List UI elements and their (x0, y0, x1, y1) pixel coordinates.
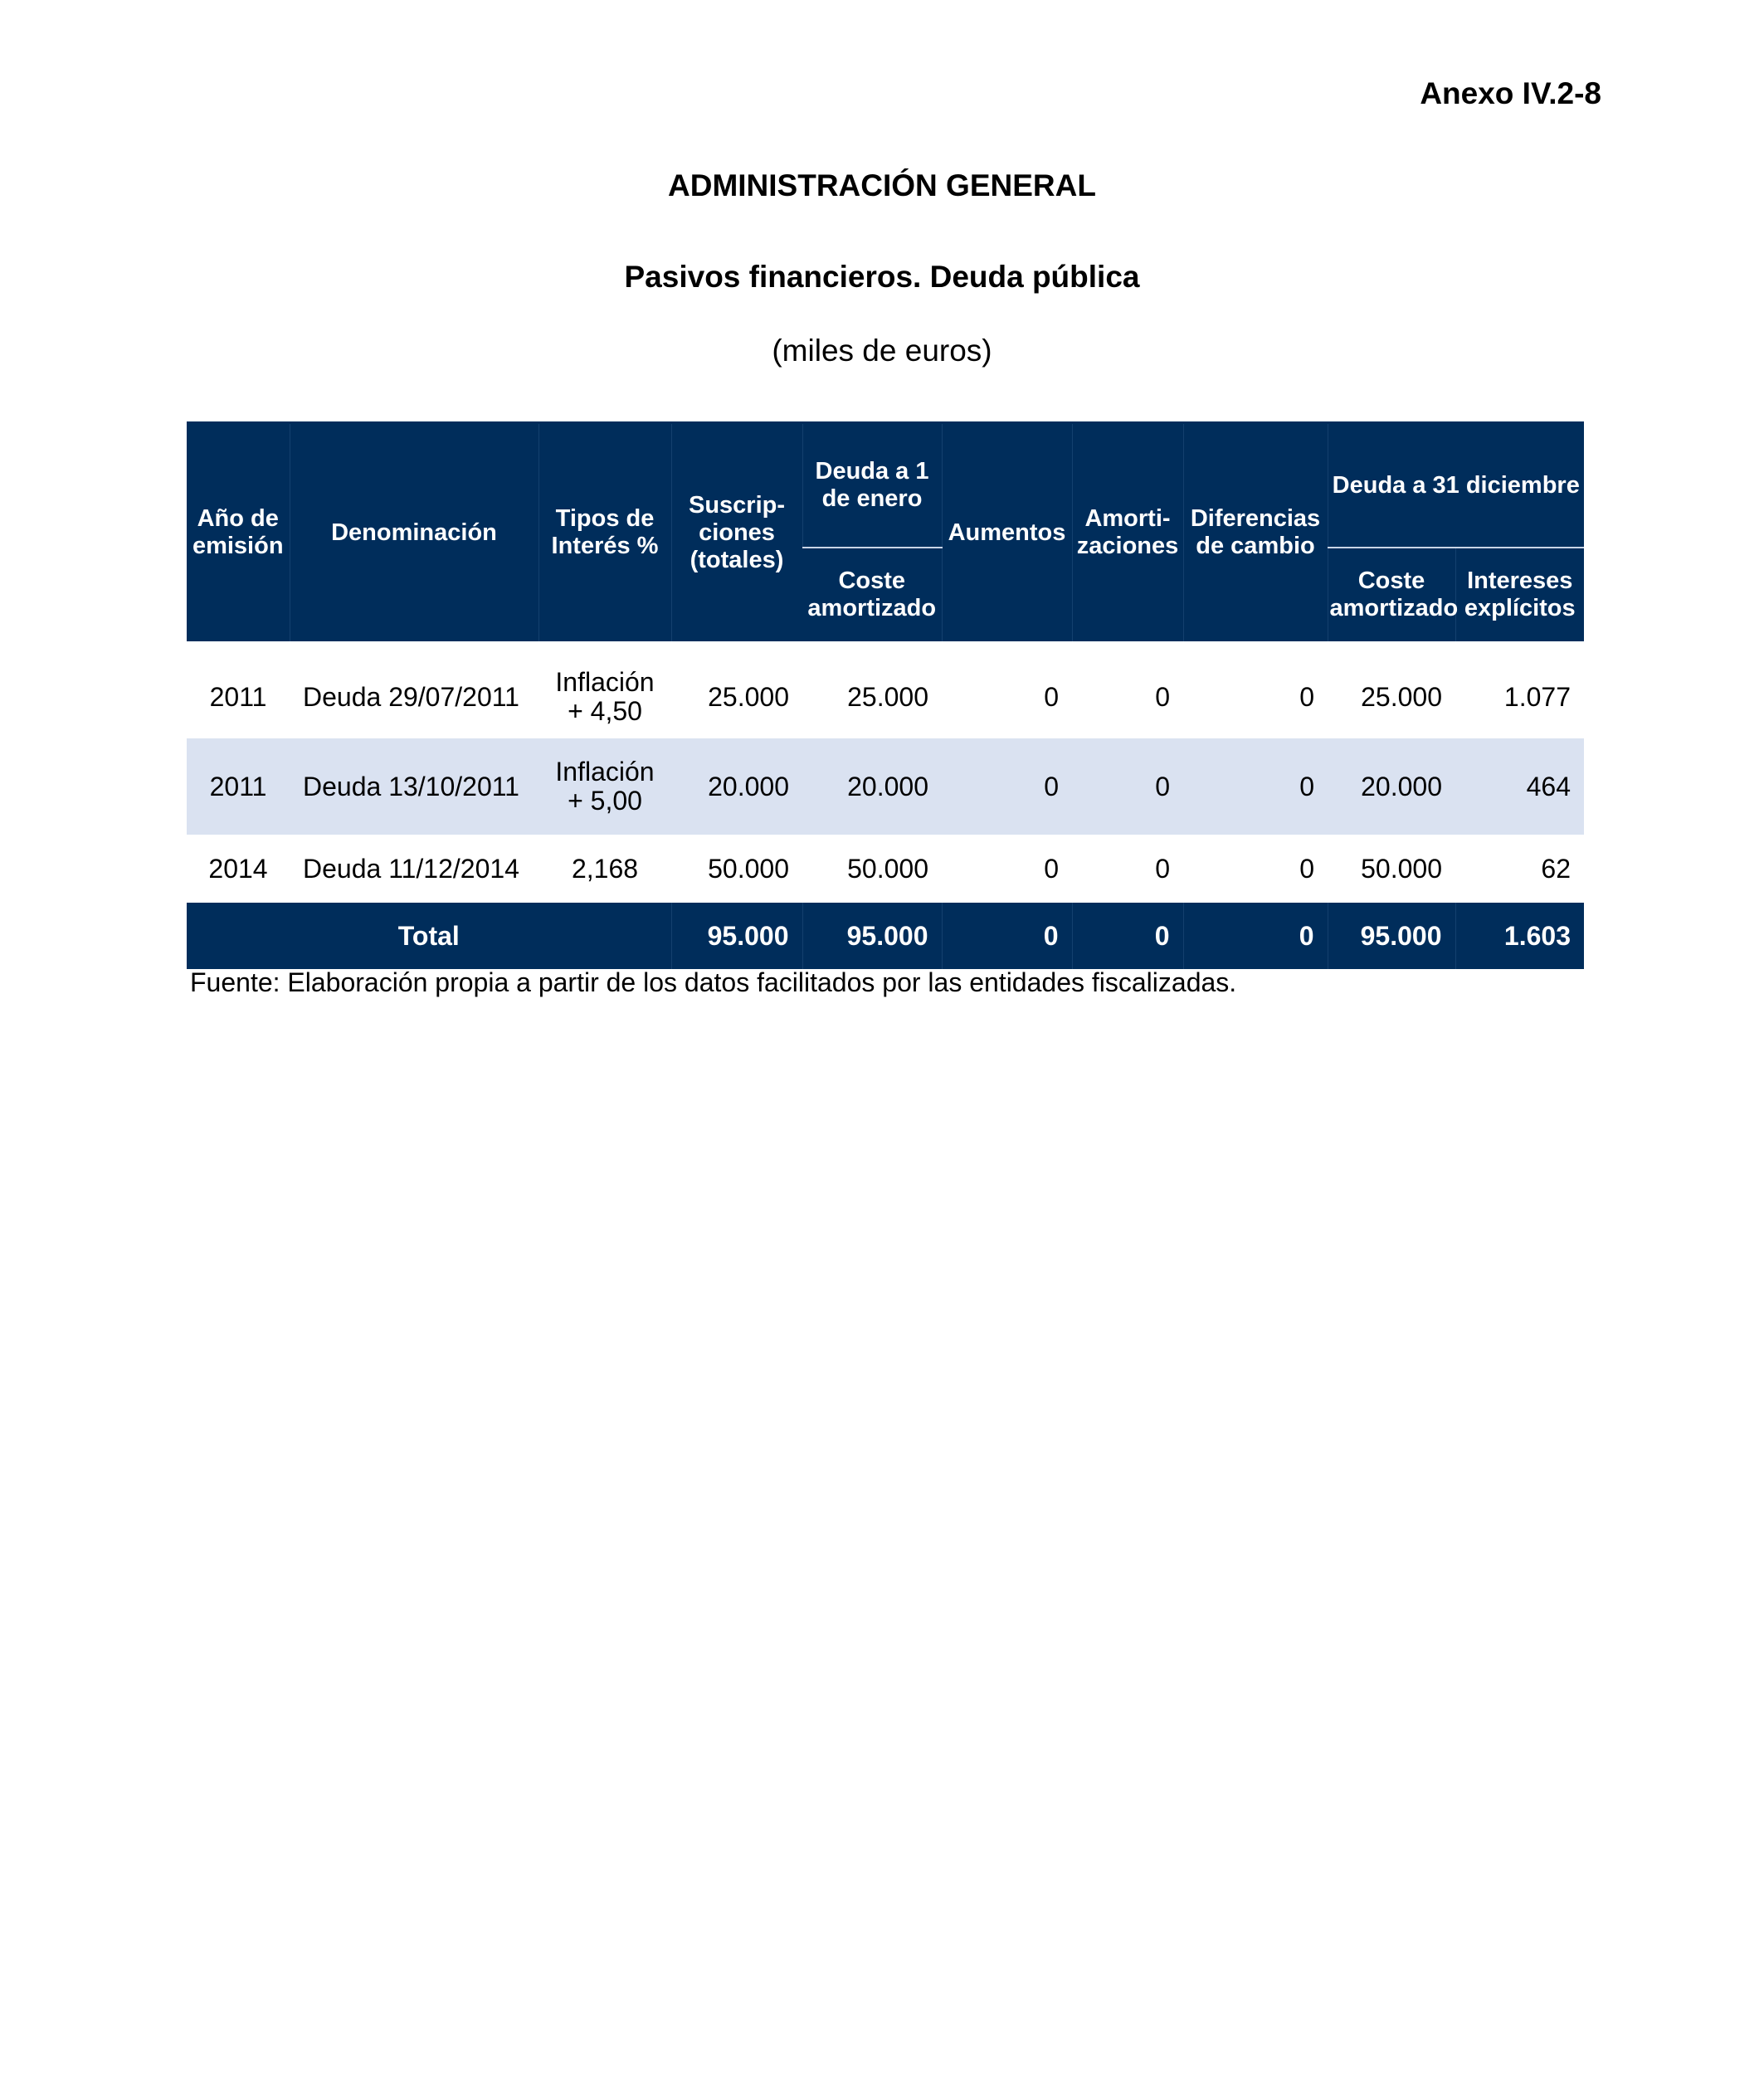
cell-interest: 464 (1455, 738, 1584, 835)
cell-subscriptions: 50.000 (708, 853, 789, 884)
cell-dec-cost: 20.000 (1328, 738, 1455, 835)
table-title: Pasivos financieros. Deuda pública (624, 260, 1140, 294)
cell-increases: 0 (1044, 681, 1059, 712)
table-row (187, 655, 1584, 738)
total-jan-cost: 95.000 (802, 903, 942, 969)
cell-dec-cost: 50.000 (1361, 853, 1442, 884)
cell-name: Deuda 13/10/2011 (290, 738, 538, 835)
cell-rate: Inflación + 5,00 (538, 738, 671, 835)
cell-amortizations: 0 (1072, 738, 1183, 835)
cell-name: Deuda 29/07/2011 (303, 681, 519, 712)
total-dec-cost: 95.000 (1328, 903, 1455, 969)
cell-fx-diff: 0 (1183, 738, 1328, 835)
cell-fx-diff: 0 (1299, 853, 1314, 884)
cell-jan-cost: 20.000 (802, 738, 942, 835)
cell-year: 2014 (208, 853, 268, 884)
cell-name: Deuda 11/12/2014 (303, 853, 519, 884)
cell-rate: Inflación + 4,50 (555, 667, 655, 726)
cell-jan-cost: 50.000 (847, 853, 928, 884)
header-amortizations: Amorti- zaciones (1072, 423, 1183, 642)
annex-label: Anexo IV.2-8 (1420, 76, 1601, 110)
header-interest: Intereses explícitos (1455, 548, 1584, 641)
header-increases: Aumentos (942, 423, 1072, 642)
cell-subscriptions: 25.000 (708, 681, 789, 712)
total-amortizations: 0 (1072, 903, 1183, 969)
total-increases: 0 (942, 903, 1072, 969)
table-row (187, 738, 1584, 835)
header-jan-group: Deuda a 1 de enero (802, 423, 942, 548)
cell-subscriptions: 20.000 (671, 738, 802, 835)
cell-increases: 0 (1044, 853, 1059, 884)
table-row (187, 835, 1584, 903)
cell-interest: 62 (1541, 853, 1571, 884)
header-rate: Tipos de Interés % (538, 423, 671, 642)
cell-amortizations: 0 (1155, 681, 1170, 712)
public-debt-table (187, 421, 1584, 969)
cell-dec-cost: 25.000 (1361, 681, 1442, 712)
cell-rate: 2,168 (571, 853, 639, 884)
header-fx-diff: Diferencias de cambio (1183, 423, 1328, 642)
cell-increases: 0 (942, 738, 1072, 835)
cell-jan-cost: 25.000 (847, 681, 928, 712)
total-interest: 1.603 (1455, 903, 1584, 969)
header-dec-group: Deuda a 31 diciembre (1328, 423, 1584, 548)
header-name: Denominación (290, 423, 538, 642)
cell-year: 2011 (187, 738, 290, 835)
header-jan-cost: Coste amortizado (802, 548, 942, 641)
total-fx-diff: 0 (1183, 903, 1328, 969)
cell-interest: 1.077 (1503, 681, 1571, 712)
total-row (187, 903, 1584, 969)
header-dec-cost: Coste amortizado (1328, 548, 1455, 641)
cell-year: 2011 (209, 681, 267, 712)
page-title: ADMINISTRACIÓN GENERAL (668, 168, 1096, 202)
header-subscriptions: Suscrip- ciones (totales) (671, 423, 802, 642)
header-year: Año de emisión (187, 423, 290, 642)
total-label: Total (187, 903, 671, 969)
source-note: Fuente: Elaboración propia a partir de los datos facilitados por las entidades fiscalizadas. (190, 967, 1237, 997)
cell-fx-diff: 0 (1299, 681, 1314, 712)
cell-amortizations: 0 (1155, 853, 1170, 884)
unit-note: (miles de euros) (772, 334, 992, 368)
total-subscriptions: 95.000 (671, 903, 802, 969)
